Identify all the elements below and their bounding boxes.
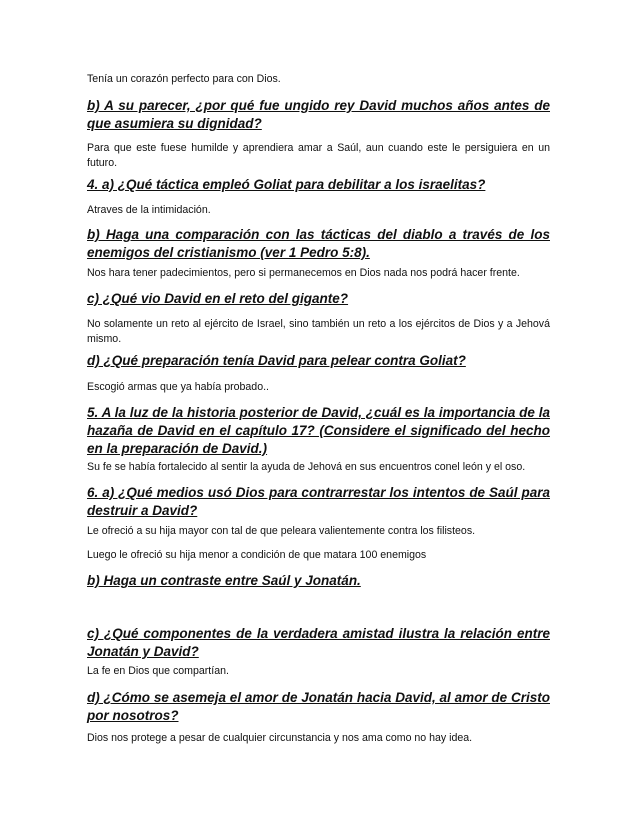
answer-text: Escogió armas que ya había probado.. (87, 381, 269, 393)
answer-text: No solamente un reto al ejército de Israel, sino también un reto a los ejércitos de Dios y a Jehová mismo. (87, 318, 550, 345)
answer-text: Tenía un corazón perfecto para con Dios. (87, 73, 281, 85)
question-heading: b) Haga una comparación con las tácticas del diablo a través de los enemigos del cristianismo (ver 1 Pedro 5:8). (87, 227, 550, 260)
question-heading: 6. a) ¿Qué medios usó Dios para contrarrestar los intentos de Saúl para destruir a David? (87, 485, 550, 518)
question-heading: 5. A la luz de la historia posterior de David, ¿cuál es la importancia de la hazaña de David en el capítulo 17? (Considere el significado del hecho en la preparación de David.) (87, 405, 550, 456)
answer-text: La fe en Dios que compartían. (87, 665, 229, 677)
question-heading: b) A su parecer, ¿por qué fue ungido rey David muchos años antes de que asumiera su dignidad? (87, 98, 550, 131)
answer-text: Su fe se había fortalecido al sentir la ayuda de Jehová en sus encuentros conel león y el oso. (87, 461, 526, 473)
question-heading: c) ¿Qué vio David en el reto del gigante? (87, 291, 349, 306)
answer-text: Nos hara tener padecimientos, pero si permanecemos en Dios nada nos podrá hacer frente. (87, 267, 520, 279)
question-heading: c) ¿Qué componentes de la verdadera amistad ilustra la relación entre Jonatán y David? (87, 626, 550, 659)
answer-text: Luego le ofreció su hija menor a condición de que matara 100 enemigos (87, 549, 427, 561)
question-heading: d) ¿Qué preparación tenía David para pelear contra Goliat? (87, 353, 466, 368)
answer-text: Dios nos protege a pesar de cualquier circunstancia y nos ama como no hay idea. (87, 732, 473, 744)
question-heading: d) ¿Cómo se asemeja el amor de Jonatán hacia David, al amor de Cristo por nosotros? (87, 690, 550, 723)
answer-text: Le ofreció a su hija mayor con tal de que peleara valientemente contra los filisteos. (87, 525, 476, 537)
answer-text: Atraves de la intimidación. (87, 204, 211, 216)
question-heading: 4. a) ¿Qué táctica empleó Goliat para debilitar a los israelitas? (87, 177, 486, 192)
question-heading: b) Haga un contraste entre Saúl y Jonatán. (87, 573, 361, 588)
answer-text: Para que este fuese humilde y aprendiera amar a Saúl, aun cuando este le persiguiera en un futuro. (87, 142, 550, 169)
